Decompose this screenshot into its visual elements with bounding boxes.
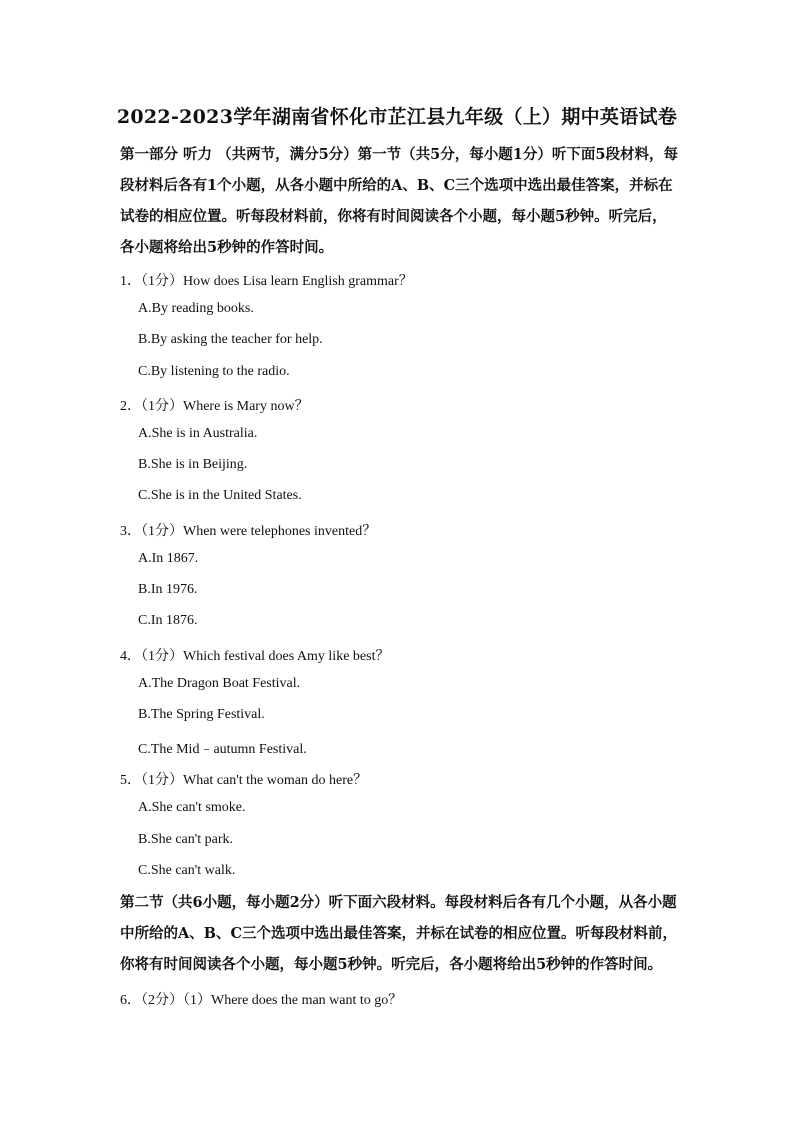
question-3-stem: 3．（1分）When were telephones invented？ [120,524,377,539]
question-5-option-a: A.She can't smoke. [138,800,246,815]
page-title: 2022-2023学年湖南省怀化市芷江县九年级（上）期中英语试卷 [116,106,678,128]
question-4-option-b: B.The Spring Festival. [138,707,265,722]
question-2-stem: 2．（1分）Where is Mary now？ [120,399,309,414]
question-3-option-a: A.In 1867. [138,551,199,566]
question-4-option-c: C.The Mid﹣autumn Festival. [138,742,307,757]
question-1-option-b: B.By asking the teacher for help. [138,332,323,347]
question-1-stem: 1．（1分）How does Lisa learn English grammar？ [120,274,413,289]
question-6-stem: 6．（2分）（1）Where does the man want to go？ [120,993,403,1008]
question-5-option-c: C.She can't walk. [138,863,236,878]
question-4-stem: 4．（1分）Which festival does Amy like best？ [120,649,390,664]
question-2-option-c: C.She is in the United States. [138,488,302,503]
question-5-stem: 5．（1分）What can't the woman do here？ [120,773,368,788]
question-4-option-a: A.The Dragon Boat Festival. [138,676,301,691]
question-5-option-b: B.She can't park. [138,832,234,847]
question-1-option-c: C.By listening to the radio. [138,364,290,379]
question-3-option-c: C.In 1876. [138,613,198,628]
question-3-option-b: B.In 1976. [138,582,198,597]
section2-instructions: 第二节（共6小题，每小题2分）听下面六段材料。每段材料后各有几个小题，从各小题中所给的A、B、C三个选项中选出最佳答案，并标在试卷的相应位置。听每段材料前，你将有时间阅读各个小题，每小题5秒钟。听完后，各小题将给出5秒钟的作答时间。 [120,894,678,973]
question-2-option-a: A.She is in Australia. [138,426,258,441]
section1-instructions: 第一部分 听力 （共两节，满分5分）第一节（共5分，每小题1分）听下面5段材料，每段材料后各有1个小题，从各小题中所给的A、B、C三个选项中选出最佳答案，并标在试卷的相应位置。听每段材料前，你将有时间阅读各个小题，每小题5秒钟。听完后，各小题将给出5秒钟的作答时间。 [120,146,678,256]
question-1-option-a: A.By reading books. [138,301,254,316]
question-2-option-b: B.She is in Beijing. [138,457,248,472]
